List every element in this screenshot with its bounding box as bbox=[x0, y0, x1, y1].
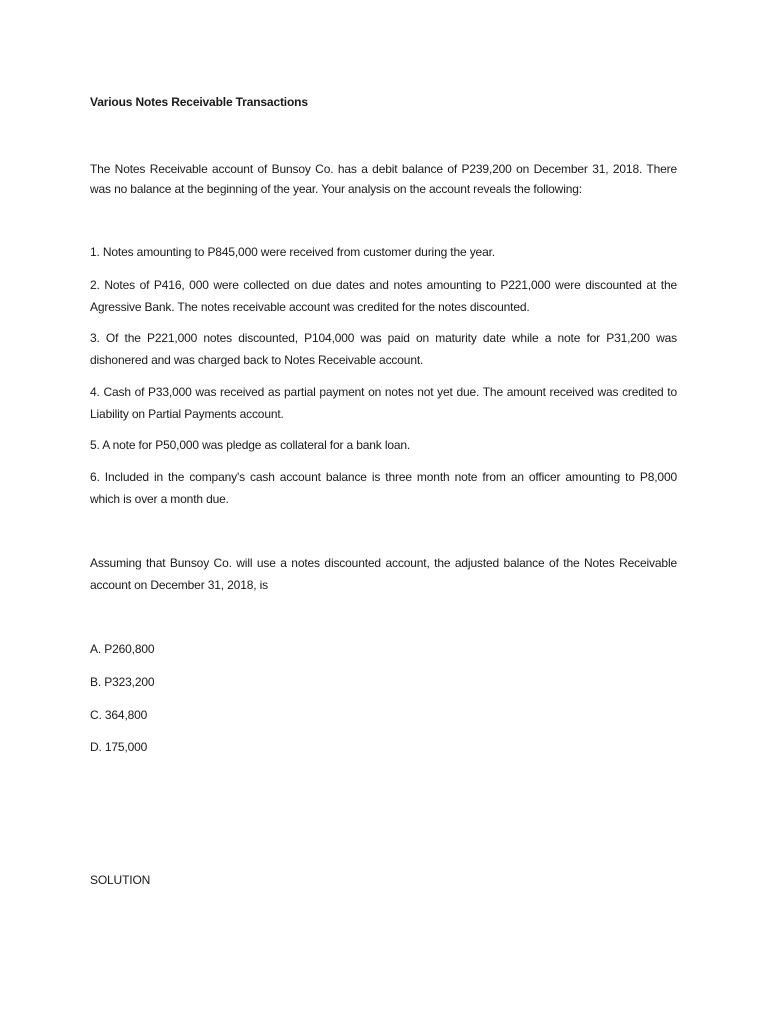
choice-c: C. 364,800 bbox=[90, 708, 148, 722]
list-item: 3. Of the P221,000 notes discounted, P104,000 was paid on maturity date while a note for P31,200 was dishonered and was charged back to Notes Receivable account. bbox=[90, 331, 677, 367]
list-item: 6. Included in the company's cash account balance is three month note from an officer amounting to P8,000 which is over a month due. bbox=[90, 470, 677, 506]
list-item: 5. A note for P50,000 was pledge as collateral for a bank loan. bbox=[90, 438, 411, 452]
question-paragraph: Assuming that Bunsoy Co. will use a notes discounted account, the adjusted balance of the Notes Receivable account on December 31, 2018, is bbox=[90, 556, 677, 592]
list-item: 2. Notes of P416, 000 were collected on due dates and notes amounting to P221,000 were discounted at the Agressive Bank. The notes receivable account was credited for the notes discounted. bbox=[90, 278, 677, 314]
list-item: 1. Notes amounting to P845,000 were received from customer during the year. bbox=[90, 245, 495, 259]
document-title: Various Notes Receivable Transactions bbox=[90, 95, 308, 109]
choice-a: A. P260,800 bbox=[90, 642, 155, 656]
intro-paragraph: The Notes Receivable account of Bunsoy Co. has a debit balance of P239,200 on December 31, 2018. There was no balance at the beginning of the year. Your analysis on the account reveals the following: bbox=[90, 162, 677, 196]
list-item: 4. Cash of P33,000 was received as partial payment on notes not yet due. The amount received was credited to Liability on Partial Payments account. bbox=[90, 385, 677, 421]
choice-d: D. 175,000 bbox=[90, 740, 148, 754]
solution-heading: SOLUTION bbox=[90, 873, 151, 887]
choice-b: B. P323,200 bbox=[90, 675, 155, 689]
